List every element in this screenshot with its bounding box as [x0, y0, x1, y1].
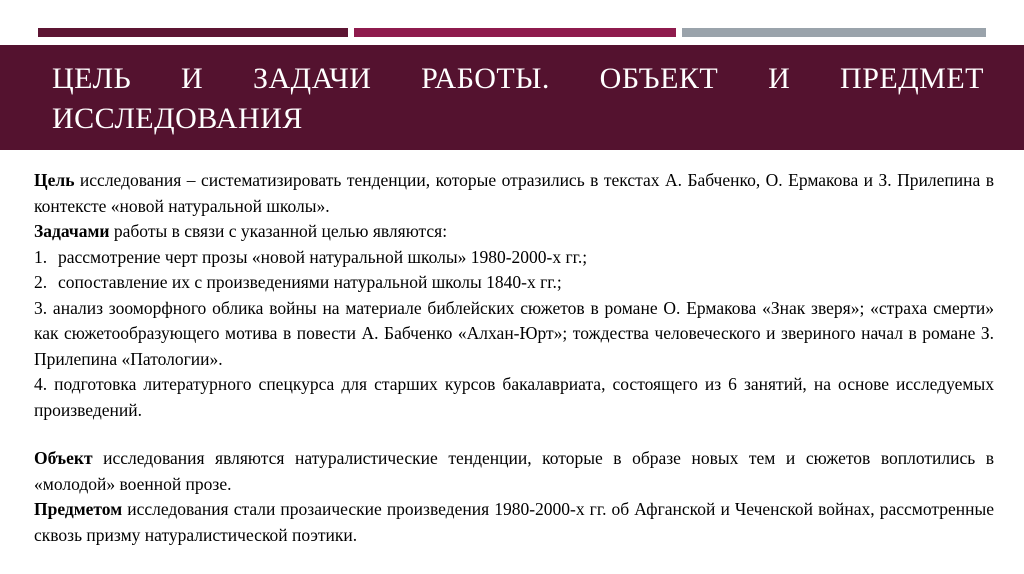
object-paragraph [34, 446, 994, 497]
goal-text: исследования – систематизировать тенденции, которые отразились в текстах А. Бабченко, О. Ермакова и З. Прилепина в контексте «новой натуральной школы». [34, 170, 994, 216]
list-marker: 2. [34, 272, 48, 292]
spacer [34, 423, 994, 446]
goal-paragraph [34, 168, 994, 219]
slide-body [34, 168, 994, 548]
tasks-paragraph [34, 219, 994, 245]
tasks-text: работы в связи с указанной целью являются: [109, 221, 448, 241]
list-item-text: сопоставление их с произведениями натуральной школы 1840-х гг.; [58, 272, 562, 292]
decor-bar-left [38, 28, 348, 37]
list-marker: 1. [34, 246, 48, 267]
decor-bar-right [682, 28, 986, 37]
list-item [34, 245, 994, 271]
subject-text: исследования стали прозаические произведения 1980-2000-х гг. об Афганской и Чеченской войнах, рассмотренные сквозь призму натуралистической поэтики. [34, 499, 994, 545]
decor-bar-middle [354, 28, 676, 37]
task-3-paragraph: 3. анализ зооморфного облика войны на материале библейских сюжетов в романе О. Ермакова «Знак зверя»; «страха смерти» как сюжетообразующего мотива в повести А. Бабченко «Алхан-Юрт»; тождества человеческого и звериного начал в романе З. Прилепина «Патологии». [34, 297, 994, 369]
page-title: ЦЕЛЬ И ЗАДАЧИ РАБОТЫ. ОБЪЕКТ И ПРЕДМЕТ ИССЛЕДОВАНИЯ [52, 62, 984, 135]
tasks-label: Задачами [34, 221, 110, 241]
task-4-paragraph: 4. подготовка литературного спецкурса для старших курсов бакалавриата, состоящего из 6 занятий, на основе исследуемых произведений. [34, 374, 994, 420]
list-item [34, 270, 994, 296]
object-text: исследования являются натуралистические тенденции, которые в образе новых тем и сюжетов воплотились в «молодой» военной прозе. [34, 448, 994, 494]
title-banner [0, 45, 1024, 150]
decorative-top-bars [38, 28, 986, 37]
subject-paragraph [34, 497, 994, 548]
subject-label: Предметом [34, 499, 123, 519]
list-item-text: рассмотрение черт прозы «новой натуральной школы» 1980-2000-х гг.; [58, 246, 588, 267]
goal-label: Цель [34, 170, 75, 190]
object-label: Объект [34, 448, 93, 468]
